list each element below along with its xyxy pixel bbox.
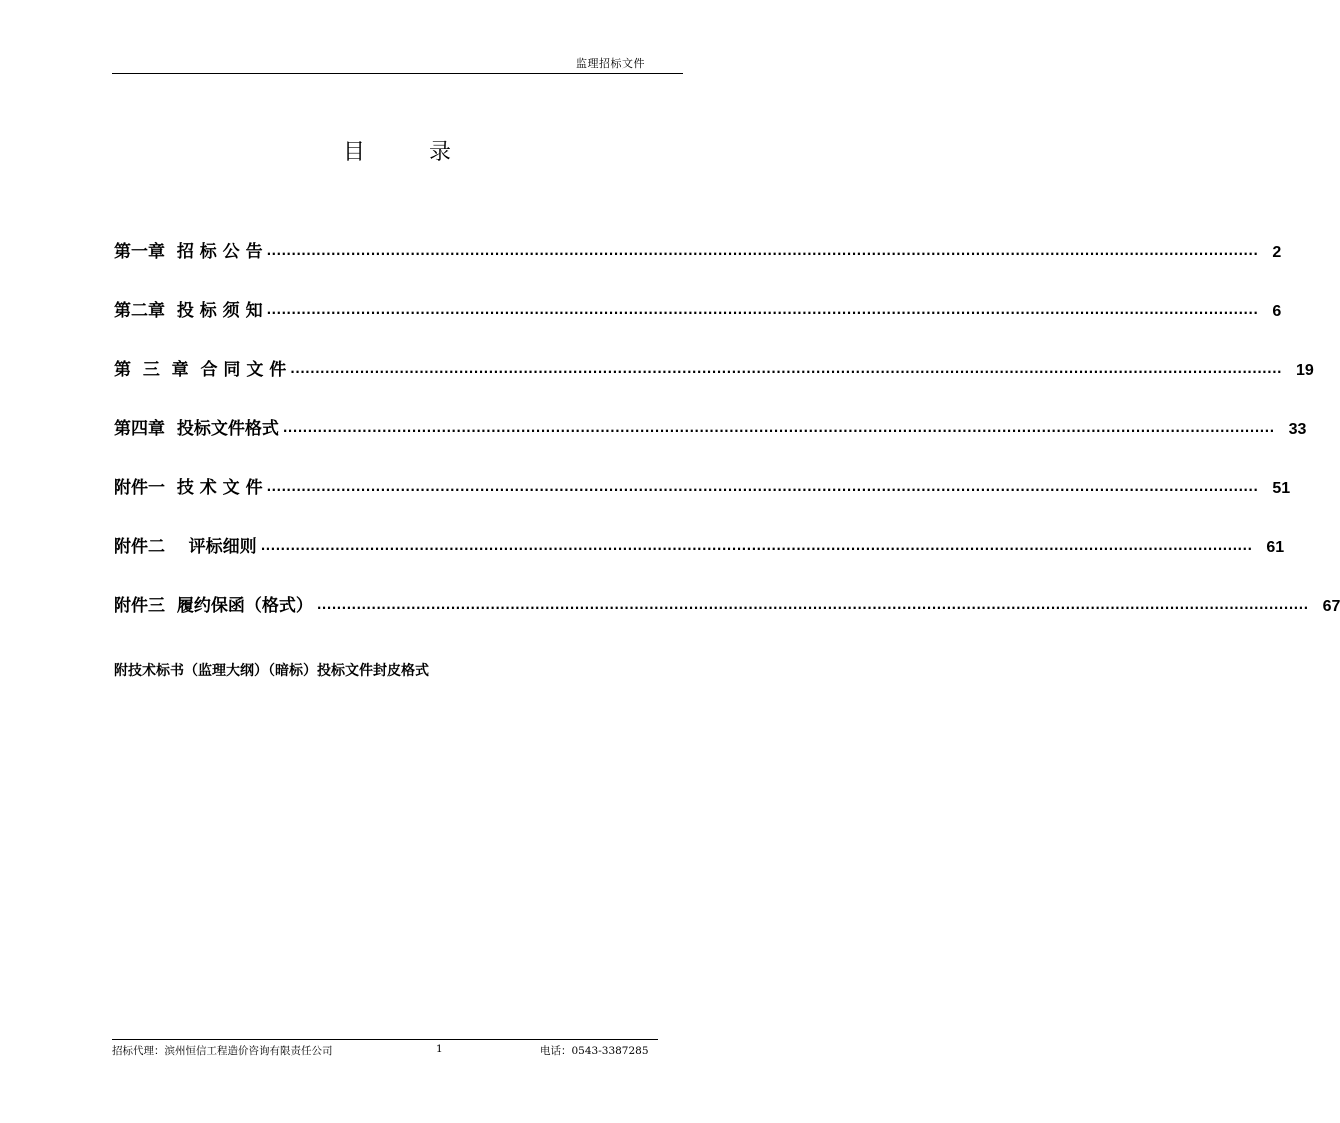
- footer-rule: [112, 1039, 658, 1040]
- toc-entry-label: 第 三 章 合 同 文 件: [114, 360, 287, 380]
- footer-agent: 招标代理：滨州恒信工程造价咨询有限责任公司: [112, 1045, 333, 1057]
- toc-entry-attachment-2[interactable]: [114, 531, 1285, 557]
- running-header: 监理招标文件: [576, 57, 645, 70]
- toc-title-right: 录: [429, 140, 452, 165]
- page-footer: [112, 1043, 658, 1059]
- toc-entry-label: 附件二 评标细则: [114, 537, 257, 557]
- toc-entry-page: 51: [1272, 480, 1291, 497]
- toc-entry-chapter-1[interactable]: [114, 236, 1282, 262]
- toc-entry-chapter-2[interactable]: [114, 295, 1282, 321]
- toc-dot-leader: ........................................................................................................................................................................................................: [260, 539, 1253, 553]
- toc-entry-label: 第四章 投标文件格式: [114, 419, 279, 439]
- footer-page-number: 1: [436, 1043, 443, 1055]
- toc-entry-label: 第二章 投 标 须 知: [114, 301, 263, 321]
- toc-dot-leader: ........................................................................................................................................................................................................: [266, 480, 1259, 494]
- footer-phone: 电话：0543-3387285: [540, 1045, 649, 1057]
- toc-entry-label: 第一章 招 标 公 告: [114, 242, 263, 262]
- toc-dot-leader: ........................................................................................................................................................................................................: [266, 303, 1259, 317]
- toc-entry-page: 19: [1296, 362, 1314, 379]
- toc-dot-leader: ........................................................................................................................................................................................................: [282, 421, 1275, 435]
- toc-entry-page: 6: [1272, 303, 1282, 320]
- toc-title: [0, 135, 794, 166]
- toc-entry-label: 附件三 履约保函（格式）: [114, 596, 313, 616]
- toc-dot-leader: ........................................................................................................................................................................................................: [266, 244, 1259, 258]
- toc-entry-chapter-3[interactable]: [114, 354, 1314, 380]
- header-rule: [112, 73, 683, 74]
- attachment-note: 附技术标书（监理大纲）（暗标）投标文件封皮格式: [114, 663, 429, 679]
- toc-entry-page: 2: [1272, 244, 1282, 261]
- toc-entry-page: 67: [1322, 598, 1340, 615]
- toc-entry-page: 33: [1288, 421, 1307, 438]
- toc-entry-attachment-1[interactable]: [114, 472, 1291, 498]
- toc-dot-leader: ........................................................................................................................................................................................................: [290, 362, 1282, 376]
- toc-entry-label: 附件一 技 术 文 件: [114, 478, 263, 498]
- toc-title-left: 目: [342, 140, 365, 165]
- toc-dot-leader: ........................................................................................................................................................................................................: [316, 598, 1309, 612]
- toc-entry-chapter-4[interactable]: [114, 413, 1307, 439]
- toc-entry-page: 61: [1266, 539, 1285, 556]
- toc-entry-attachment-3[interactable]: [114, 590, 1340, 616]
